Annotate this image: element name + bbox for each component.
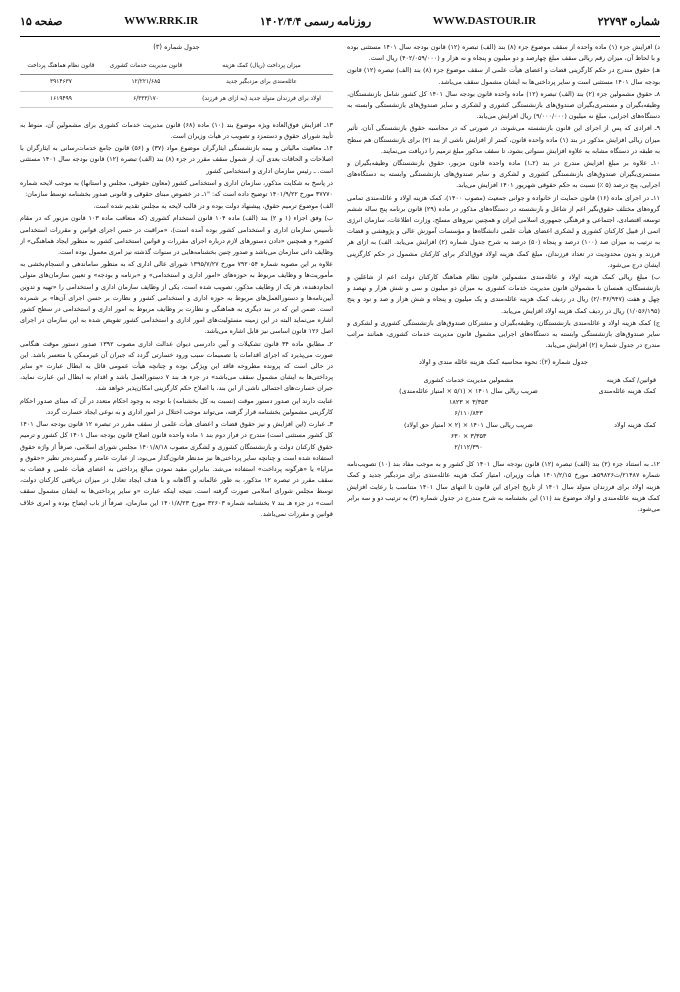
paragraph: ۱۰ـ علاوه بر مبلغ افزایش مندرج در بند (۲ـ۱) ماده واحده قانون مزبور، حقوق بازنشستگان وظیفه‌بگیران و مستمری‌بگیران صندوق‌های بازنشستگی کشوری و لشکری و سایر صندوق‌های بازنشستگی وابسته به دستگاه‌های اجرایی، پنج درصد (۵ ٪) نسبت به حکم حقوقی شهریور ۱۴۰۱ افزایش می‌یابد. [347, 159, 660, 190]
table2-header-row [347, 375, 660, 386]
table2-label: کمک هزینه عائله‌مندی [598, 386, 656, 395]
paragraph: ۲ـ مطابق ماده ۳۴ قانون تشکیلات و آیین دادرسی دیوان عدالت اداری مصوب ۱۳۹۲ صدور دستور موقت هنگامی صورت می‌پذیرد که اجرای اقدامات یا تصمیمات سبب ورود خسارتی گردد که جبران آن غیرممکن یا متعسر باشد. این در حالی است که پرونده مطروحه فاقد این ویژگی بوده و چنانچه هیأت عمومی قائل به ابطال عبارت «و سایر پرداختی‌ها به ایشان مشمول سقف می‌باشد» در جزء هـ بند ۷ دستورالعمل باشد و اقدام به ابطال این عبارت نماید، جبران خسارت‌های احتمالی ناشی از این بند، با اصلاح حکم کارگزینی امکان‌پذیر خواهد شد. [20, 339, 333, 393]
table2-label [586, 442, 656, 453]
table3-cell: ۳۹۱۴۶۳۷ [20, 75, 102, 91]
table2-head-label: قوانین/ کمک هزینه [606, 375, 656, 384]
table2-head-value: مشمولین مدیریت خدمات کشوری [423, 375, 514, 384]
table2-title: جدول شماره (۲): نحوه محاسبه کمک هزینه عائله مندی و اولاد [418, 358, 589, 367]
paragraph: ب) مبلغ ریالی کمک هزینه اولاد و عائله‌مندی مشمولین قانون نظام هماهنگ کارکنان دولت اعم از شاغلین و بازنشستگان، همسان با مشمولان قانون مدیریت خدمات کشوری به میزان دو میلیون و سی و شش هزار و نهصد و چهل و هفت (۲/۰۳۶/۹۴۷) ریال در ردیف کمک هزینه عائله‌مندی و یک میلیون و پنجاه و شش هزار و صد و نود و پنج (۱/۰۵۶/۱۹۵) ریال در ردیف کمک هزینه اولاد افزایش می‌یابد. [347, 273, 660, 315]
right-column [347, 42, 660, 984]
table2-label: کمک هزینه اولاد [614, 420, 656, 429]
paragraph: ۱۳ـ افزایش فوق‌العاده ویژه موضوع بند (۱۰) ماده (۶۸) قانون مدیریت خدمات کشوری برای مشمولین آن، منوط به تأیید شورای حقوق و دستمزد و تصویب در هیأت وزیران است. [20, 120, 333, 141]
paragraph: علاوه بر این مصوبه شماره ۷۹۲۰۵۴ مورخ ۱۳۹۵/۷/۲۷ شورای عالی اداری که به منظور ساماندهی و انسجام‌بخشی به مأموریت‌ها و وظایف مربوط به حوزه‌های «امور اداری و استخدامی» و «برنامه و بودجه» و تعیین سازمان‌های متولی انجام‌دهنده، هر یک از وظایف مذکور، تصویب شده است، یکی از وظایف سازمان اداری و استخدامی را «تهیه و تدوین آیین‌نامه‌ها و دستورالعمل‌های مربوط به حوزه اداری و استخدامی کشور و نظارت بر حسن اجرای آن‌ها» بر شمرده است. ضمن این که در بند دیگری به هماهنگی و نظارت بر وظایف مربوط به امور اداری و استخدامی در سطح کشور اشاره می‌نماید البته در این زمینه مسئولیت‌های امور اداری و استخدامی کشور تفویض شده به این سازمان در اجرای اصل ۱۲۶ قانون اساسی نیز قابل اشاره می‌باشد. [20, 260, 333, 336]
table2-value: ۳/۳۵۳ × ۶۳۰ [450, 431, 487, 440]
paragraph: د) افزایش جزء (۱) ماده واحده از سقف موضوع جزء (۸) بند (الف) تبصره (۱۲) قانون بودجه سال ۱۴۰۱ مستثنی بوده و با لحاظ آن، میزان رقم ریالی سقف مبلغ چهارصد و دو میلیون و پنجاه و نه هزار و (۴۰۲/۰۵۹/۰۰۰) ریال است. [347, 43, 660, 63]
table2 [347, 357, 660, 453]
table3-cell: اولاد برای فرزندان متولد جدید (به ازای هر فرزند) [190, 91, 333, 107]
table3 [20, 59, 333, 108]
table3-header-cell: قانون نظام هماهنگ پرداخت [20, 59, 102, 75]
table-row [347, 431, 660, 442]
paragraph: ج) کمک هزینه اولاد و عائله‌مندی بازنشستگان، وظیفه‌بگیران و مشترکان صندوق‌های بازنشستگی کشوری و لشکری و سایر صندوق‌های بازنشستگی وابسته به دستگاه‌های اجرایی مشمول قانون مدیریت خدمات کشوری، همانند مراتب مندرج در جدول شماره (۲) افزایش می‌یابد. [347, 318, 660, 350]
table2-value: ۳/۳۵۳ × ۱۸۲۳ [448, 398, 489, 407]
issue-number: شماره ۲۲۷۹۳ [597, 15, 660, 28]
table3-header-row [20, 59, 333, 75]
paragraph: الف) موضوع ترمیم حقوق، پیشنهاد دولت بوده و در قالب لایحه به مجلس تقدیم شده است. [93, 202, 333, 211]
table3-header-cell: قانون مدیریت خدمات کشوری [102, 59, 190, 75]
page-columns [20, 42, 660, 984]
table-row [20, 75, 333, 91]
table-row [347, 386, 660, 397]
table-row [347, 408, 660, 419]
paragraph: عنایت دارند این صدور دستور موقت (نسبت به کل بخشنامه) با توجه به وجود احکام متعدد در آن که مبنای صدور احکام کارگزینی مشمولین بخشنامه قرار گرفته، می‌تواند موجب اختلال در امور اداری و به نوعی ایجاد خسارت گردد. [20, 396, 333, 416]
paragraph: ۱۱ـ در اجرای ماده (۱۶) قانون حمایت از خانواده و جوانی جمعیت (مصوب ۱۴۰۰)، کمک هزینه اولاد و عائله‌مندی تمامی گروه‌های مختلف حقوق‌بگیر اعم از شاغل و بازنشسته در دستگاه‌های مذکور در ماده (۲۹) قانون برنامه پنج ساله ششم توسعه اقتصادی، اجتماعی و فرهنگی جمهوری اسلامی ایران و همچنین نیروهای مسلح، وزارت اطلاعات، سازمان انرژی اتمی از قبیل کارکنان کشوری و لشکری اعضای هیأت علمی دانشگاه‌ها و مؤسسات آموزش عالی و پژوهشی و قضات به ترتیب به میزان صد (۱۰۰) درصد و پنجاه (۵۰) درصد به شرح جدول شماره (۲) افزایش می‌یابد. الف) به ازای هر فرزند و بدون محدودیت در تعداد فرزندان، مبلغ کمک هزینه اولاد فوق‌الذکر برای کارکنان مشمول در حکم کارگزینی ایشان درج می‌شود. [347, 193, 660, 269]
paragraph: ۸ـ حقوق مشمولین جزء (۲) بند (الف) تبصره (۱۲) ماده واحده قانون بودجه سال ۱۴۰۱ کل کشور شامل بازنشستگان، وظیفه‌بگیران و مستمری‌بگیران صندوق‌های بازنشستگی کشوری و لشکری و سایر صندوق‌های بازنشستگی وابسته به دستگاه‌های اجرایی، مبلغ نه میلیون (۹/۰۰۰/۰۰۰) ریال افزایش می‌یابد. [347, 89, 660, 121]
table2-label [586, 408, 656, 419]
dastour-site-link[interactable]: WWW.DASTOUR.IR [432, 15, 537, 27]
table-row [347, 442, 660, 453]
table3-cell: ۶/۳۳۳/۱۷۰ [102, 91, 190, 107]
paragraph: در پاسخ به شکایت مذکور، سازمان اداری و استخدامی کشور (معاون حقوقی، مجلس و استانها) به موجب لایحه شماره ۳۷۷۷۰ مورخ ۱۴۰۱/۹/۲۲ توضیح داده است که: "۱ـ در خصوص مبنای حقوقی و قانونی صدور بخشنامه توسط سازمان: [20, 178, 333, 199]
page-number: صفحه ۱۵ [20, 15, 63, 28]
table3-cell: ۱۲/۲۲۱/۶۸۵ [102, 75, 190, 91]
paragraph: ۹ـ افرادی که پس از اجرای این قانون بازنشسته می‌شوند، در صورتی که در محاسبه حقوق بازنشستگی آنان، تأثیر میزان ریالی افزایش مذکور در بند (۱) ماده واحده قانون، کمتر از افزایش ناشی از بند (۲) برای بازنشستگان هم سطح به طبقه در دستگاه مشابه به علاوه افزایش سنواتی بشود، تا سقف مذکور مبلغ ترمیم را دریافت می‌نمایند. [347, 124, 660, 155]
paragraph: ۱۴ـ معافیت مالیاتی و بیمه بازنشستگی ایثارگران موضوع مواد (۳۷) و (۵۶) قانون جامع خدمات‌رسانی به ایثارگران با اصلاحات و الحاقات بعدی آن، از شمول سقف مقرر در جزء (۸) بند (الف) تبصره (۱۲) قانون بودجه سال ۱۴۰۱ مستثنی است. ـ رئیس سازمان اداری و استخدامی کشور [20, 144, 333, 175]
table-row [20, 91, 333, 107]
gazette-date: روزنامه رسمی ۱۴۰۲/۴/۴ [259, 15, 372, 28]
table2-label [586, 431, 656, 442]
paragraph: ۳ـ عبارت (این افزایش و نیز حقوق قضات و اعضای هیأت علمی از سقف مقرر در تبصره ۱۲ قانون بودجه سال ۱۴۰۱ کل کشور مستثنی است) مندرج در فراز دوم بند ۱ ماده واحده قانون اصلاح قانون بودجه سال ۱۴۰۱ کل کشور و ترمیم حقوق کارکنان دولت و بازنشستگان کشوری و لشگری مصوب ۱۴۰۱/۸/۱۸ مجلس شورای اسلامی، صرفاً از واژه حقوق استفاده شده است و چنانچه سایر پرداختی‌ها نیز مدنظر قانون‌گذار می‌بود، از عبارت عامتر و گسترده‌تر نظیر «حقوق و مزایا» یا «هرگونه پرداخت» استفاده می‌شد. بنابراین مقید نمودن مبالغ پرداختی به اعضای هیأت علمی و قضات به سقف مقرر در تبصره ۱۲ مذکور، به طور عالمانه و آگاهانه و با هدف ایجاد تعادل در میزان دریافتی کارکنان دولت، توسط مجلس شورای اسلامی صورت گرفته است. نتیجه اینکه عبارت «و سایر پرداختی‌ها به ایشان مشمول سقف است» در جزء هـ بند ۷ بخشنامه شماره ۳۲۶۰۳ مورخ ۱۴۰۱/۸/۲۳ این سازمان، صرفاً از باب ایضاح بوده و امری خلاف قوانین و مقررات نمی‌باشد. [20, 420, 333, 518]
table3-cell: ۱۶۱۹۴۹۹ [20, 91, 102, 107]
table3-title: جدول شماره (۳) [153, 43, 200, 51]
paragraph: ب) وفق اجزاء (۱ و ۲) بند (الف) ماده ۱۰۴ قانون استخدام کشوری (که متعاقب ماده ۱۰۳ قانون مزبور که در مقام تأسیس سازمان اداری و استخدامی کشور بوده آمده است)، «مراقبت در حسن اجرای قوانین و مقررات استخدامی کشور» و همچنین «دادن دستورهای لازم درباره اجرای مقررات و قوانین استخدامی کشور به منظور ایجاد هماهنگی» از وظایف ذاتی سازمان می‌باشد و صدور چنین بخشنامه‌هایی در سنوات گذشته نیز امری معمول بوده است. [20, 214, 333, 257]
page-header [20, 6, 660, 37]
table2-value: ۶/۱۱۰/۸۴۳ [454, 409, 483, 418]
table2-value: ۲/۱۱۲/۳۹۰ [454, 442, 483, 451]
rrk-site-link[interactable]: WWW.RRK.IR [124, 15, 199, 27]
left-column [20, 42, 333, 984]
table-row [347, 420, 660, 431]
paragraph: هـ) حقوق مندرج در حکم کارگزینی قضات و اعضای هیأت علمی از سقف موضوع جزء (۸) بند (الف) تبصره (۱۲) قانون بودجه سال ۱۴۰۱ مستثنی است و سایر پرداختی‌ها به ایشان مشمول سقف می‌باشد. [347, 66, 660, 86]
table3-cell: عائله‌مندی برای مزدبگیر جدید [190, 75, 333, 91]
table2-value: ضریب ریالی سال ۱۴۰۱ × (۵/۱ × امتیاز عائله‌مندی) [399, 386, 538, 395]
table2-label [586, 397, 656, 408]
table-row [347, 397, 660, 408]
table3-header-cell: میزان پرداخت (ریال) کمک هزینه [190, 59, 333, 75]
table2-value: ضریب ریالی سال ۱۴۰۱ × (۲ × امتیاز حق اولاد) [404, 420, 533, 429]
paragraph: ۱۲ـ به استناد جزء (۲) بند (الف) تبصره (۱۲) قانون بودجه سال ۱۴۰۱ کل کشور و به موجب مفاد بند (۱۰) تصویب‌نامه شماره ۲۱۴۸۷/ت۵۹۸۲۶هـ مورخ ۱۴۰۱/۲/۱۵ هیأت وزیران، امتیاز کمک هزینه عائله‌مندی برای مزدبگیر جدید و کمک هزینه اولاد برای فرزندان متولد سال ۱۴۰۱ از تاریخ اجرای این قانون تا انتهای سال ۱۴۰۱ متناسب با رعایت افزایش کمک هزینه عائله‌مندی و اولاد موضوع بند (۱۱) این بخشنامه به شرح مندرج در جدول شماره (۳) به ترتیب دو و سه برابر می‌شود. [347, 460, 660, 513]
